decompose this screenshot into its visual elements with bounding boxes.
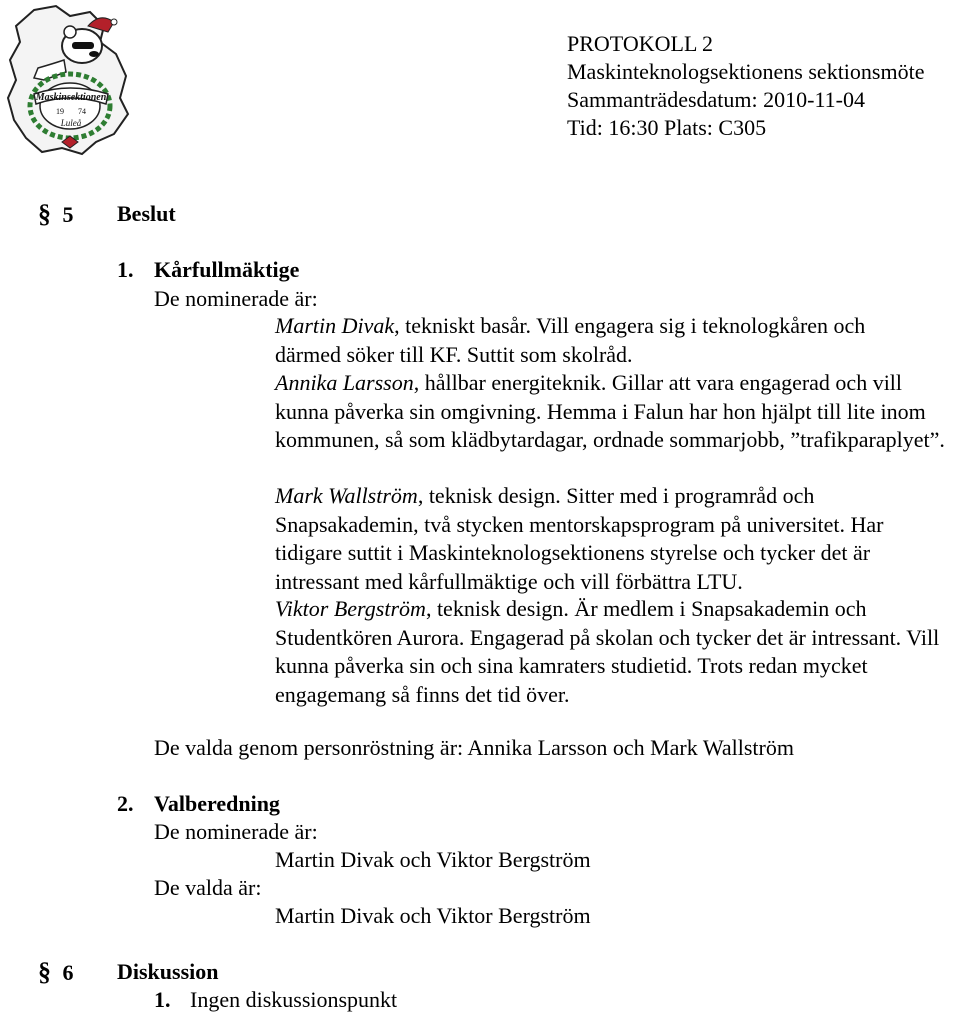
nominated-names: Martin Divak och Viktor Bergström <box>275 847 591 872</box>
candidate-name: Viktor Bergström <box>275 596 426 621</box>
elected-statement: De valda genom personröstning är: Annika Larsson och Mark Wallström <box>154 735 794 760</box>
document-title: PROTOKOLL 2 <box>567 31 714 56</box>
section-5-title: Beslut <box>117 201 176 226</box>
section-symbol: § <box>38 957 51 986</box>
svg-text:74: 74 <box>78 107 86 116</box>
candidate-3 <box>275 482 925 596</box>
section-number: 5 <box>62 202 74 227</box>
section-symbol: § <box>38 199 51 228</box>
section-number: 6 <box>62 960 74 985</box>
candidate-description: , teknisk design. Är medlem i Snapsakademin och Studentkören Aurora. Engagerad på skolan och tycker det är intressant. Vill kunna påverka sin och sina kamraters studietid. Trots redan mycket engagemang så finns det tid över. <box>275 596 940 707</box>
organization-name: Maskinteknologsektionens sektionsmöte <box>567 59 925 84</box>
svg-text:19: 19 <box>56 107 64 116</box>
candidate-description: , tekniskt basår. Vill engagera sig i teknologkåren och därmed söker till KF. Suttit som skolråd. <box>275 313 866 367</box>
nominated-label: De nominerade är: <box>154 286 318 311</box>
item-2-number: 2. <box>117 791 134 816</box>
candidate-description: , teknisk design. Sitter med i programråd och Snapsakademin, två stycken mentorskapsprogram på universitet. Har tidigare suttit i Maskinteknologsektionens styrelse och tycker det är intressant med kårfullmäktige och vill förbättra LTU. <box>275 483 884 594</box>
elected-names: Martin Divak och Viktor Bergström <box>275 903 591 928</box>
meeting-date: Sammanträdesdatum: 2010-11-04 <box>567 87 865 112</box>
candidate-description: , hållbar energiteknik. Gillar att vara engagerad och vill kunna påverka sin omgivning. Hemma i Falun har hon hjälpt till lite inom kommunen, så som klädbytardagar, ordnade sommarjobb, ”trafikparaplyet”. <box>275 370 945 452</box>
svg-text:Maskinsektionen: Maskinsektionen <box>35 92 107 103</box>
candidate-2 <box>275 369 955 455</box>
item-1-number: 1. <box>117 257 134 282</box>
candidate-name: Mark Wallström <box>275 483 418 508</box>
elected-label: De valda är: <box>154 875 262 900</box>
candidate-4 <box>275 595 945 709</box>
item-number: 1. <box>154 987 171 1012</box>
section-5-heading <box>38 200 74 229</box>
item-1-title: Kårfullmäktige <box>154 257 300 282</box>
candidate-1 <box>275 312 935 369</box>
section-6-heading <box>38 958 74 987</box>
discussion-item-text: Ingen diskussionspunkt <box>190 987 398 1012</box>
section-logo <box>4 2 132 156</box>
svg-text:Luleå: Luleå <box>60 118 82 128</box>
item-2-title: Valberedning <box>154 791 280 816</box>
section-6-title: Diskussion <box>117 959 219 984</box>
meeting-time-place: Tid: 16:30 Plats: C305 <box>567 115 767 140</box>
nominated-label: De nominerade är: <box>154 819 318 844</box>
document-header <box>567 30 924 142</box>
candidate-name: Martin Divak <box>275 313 395 338</box>
candidate-name: Annika Larsson <box>275 370 414 395</box>
